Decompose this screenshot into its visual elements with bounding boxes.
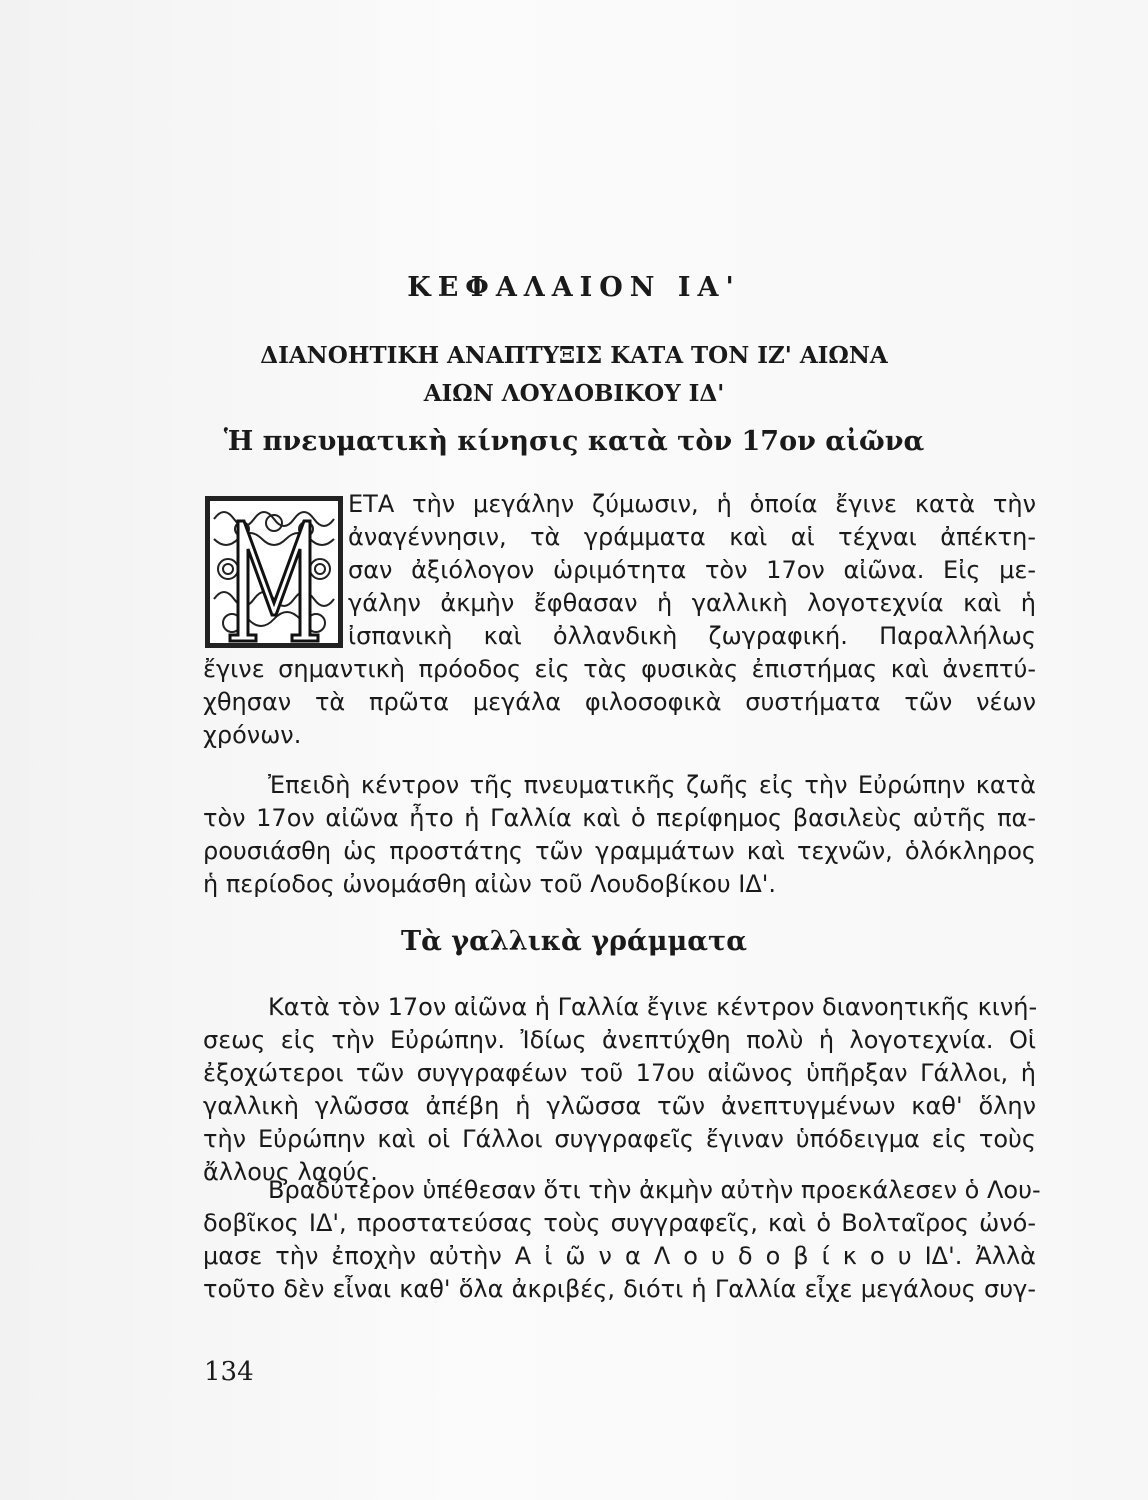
- chapter-title-line-1: ΔΙΑΝΟΗΤΙΚΗ ΑΝΑΠΤΥΞΙΣ ΚΑΤΑ ΤΟΝ ΙΖ' ΑΙΩΝΑ: [260, 342, 888, 369]
- ornate-letter-m-icon: [208, 499, 340, 645]
- paragraph-1-continuation: [203, 653, 1036, 752]
- text-line: ἐξοχώτεροι τῶν συγγραφέων τοῦ 17ου αἰῶνος ὑπῆρξαν Γάλλοι, ἡ: [203, 1059, 1036, 1087]
- text-line: ΕΤΑ τὴν μεγάλην ζύμωσιν, ἡ ὁποία ἔγινε κατὰ τὴν: [348, 490, 1036, 518]
- paragraph-4: [203, 1174, 1041, 1306]
- text-line: δοβῖκος ΙΔ', προστατεύσας τοὺς συγγραφεῖς, καὶ ὁ Βολταῖρος ὠνό-: [203, 1209, 1036, 1237]
- text-line: τοῦτο δὲν εἶναι καθ' ὅλα ἀκριβές, διότι ἡ Γαλλία εἶχε μεγάλους συγ-: [203, 1275, 1036, 1303]
- section-heading-intellectual-movement: Ἡ πνευματικὴ κίνησις κατὰ τὸν 17ον αἰῶνα: [223, 426, 925, 457]
- text-line: Βραδύτερον ὑπέθεσαν ὅτι τὴν ἀκμὴν αὐτὴν προεκάλεσεν ὁ Λου-: [268, 1176, 1041, 1204]
- text-line: Κατὰ τὸν 17ον αἰῶνα ἡ Γαλλία ἔγινε κέντρον διανοητικῆς κινή-: [268, 993, 1038, 1021]
- chapter-title-line-2: ΑΙΩΝ ΛΟΥΔΟΒΙΚΟΥ ΙΔ': [423, 380, 725, 407]
- text-line: Ἐπειδὴ κέντρον τῆς πνευματικῆς ζωῆς εἰς τὴν Εὐρώπην κατὰ: [268, 771, 1036, 799]
- text-line: ἰσπανικὴ καὶ ὀλλανδικὴ ζωγραφική. Παραλλήλως: [348, 622, 1036, 650]
- text-line: σαν ἀξιόλογον ὡριμότητα τὸν 17ον αἰῶνα. Εἰς με-: [348, 556, 1036, 584]
- chapter-heading: ΚΕΦΑΛΑΙΟΝ ΙΑ': [407, 272, 741, 303]
- text-line: γαλλικὴ γλῶσσα ἀπέβη ἡ γλῶσσα τῶν ἀνεπτυγμένων καθ' ὅλην: [203, 1092, 1036, 1120]
- section-heading-french-letters: Τὰ γαλλικὰ γράμματα: [400, 926, 748, 957]
- text-line: γάλην ἀκμὴν ἔφθασαν ἡ γαλλικὴ λογοτεχνία καὶ ἡ: [348, 589, 1036, 617]
- drop-cap-ornament: [205, 496, 343, 648]
- text-line: χρόνων.: [203, 721, 302, 749]
- paragraph-1-beside-drop-cap: [348, 488, 1036, 653]
- text-line: τὴν Εὐρώπην καὶ οἱ Γάλλοι συγγραφεῖς ἔγιναν ὑπόδειγμα εἰς τοὺς: [203, 1125, 1036, 1153]
- text-line: σεως εἰς τὴν Εὐρώπην. Ἰδίως ἀνεπτύχθη πολὺ ἡ λογοτεχνία. Οἱ: [203, 1026, 1036, 1054]
- text-line: χθησαν τὰ πρῶτα μεγάλα φιλοσοφικὰ συστήματα τῶν νέων: [203, 688, 1036, 716]
- text-line: ἄλλους λαούς.: [203, 1158, 378, 1186]
- paragraph-3: [203, 991, 1036, 1189]
- text-line: ἀναγέννησιν, τὰ γράμματα καὶ αἱ τέχναι ἀπέκτη-: [348, 523, 1036, 551]
- paragraph-2: [203, 769, 1036, 901]
- text-line: μασε τὴν ἐποχὴν αὐτὴν Α ἰ ῶ ν α Λ ο υ δ ο β ί κ ο υ ΙΔ'. Ἀλλὰ: [203, 1242, 1036, 1270]
- text-line: ἡ περίοδος ὠνομάσθη αἰὼν τοῦ Λουδοβίκου ΙΔ'.: [203, 870, 776, 898]
- page-number: 134: [204, 1357, 254, 1387]
- text-line: ἔγινε σημαντικὴ πρόοδος εἰς τὰς φυσικὰς ἐπιστήμας καὶ ἀνεπτύ-: [203, 655, 1036, 683]
- text-line: ρουσιάσθη ὡς προστάτης τῶν γραμμάτων καὶ τεχνῶν, ὁλόκληρος: [203, 837, 1036, 865]
- text-line: τὸν 17ον αἰῶνα ἦτο ἡ Γαλλία καὶ ὁ περίφημος βασιλεὺς αὐτῆς πα-: [203, 804, 1036, 832]
